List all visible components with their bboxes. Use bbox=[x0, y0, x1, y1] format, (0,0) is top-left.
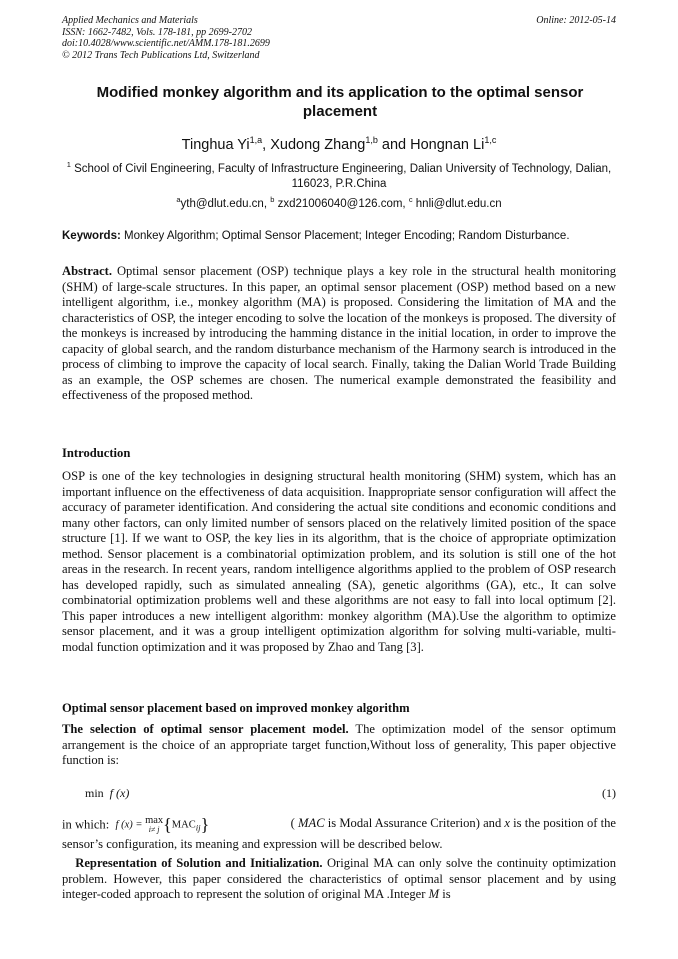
max-operator bbox=[145, 816, 163, 834]
email-link[interactable]: hnli@dlut.edu.cn bbox=[412, 197, 502, 210]
paper-title: Modified monkey algorithm and its application to the optimal sensor placement bbox=[96, 84, 584, 120]
author-affil-mark: 1,a bbox=[249, 135, 263, 145]
eq-min: min bbox=[85, 786, 104, 800]
affiliation-mark: 1 bbox=[66, 160, 71, 169]
keywords-label: Keywords: bbox=[62, 230, 121, 242]
position-desc: is the position of the bbox=[510, 816, 616, 830]
max-formula bbox=[116, 816, 210, 836]
abstract bbox=[62, 264, 616, 404]
representation-label: Representation of Solution and Initialization. bbox=[75, 856, 323, 870]
email-mark: a bbox=[176, 195, 181, 204]
max-text: max bbox=[145, 815, 164, 826]
mac-subscript: ij bbox=[195, 822, 201, 833]
journal-issn: ISSN: 1662-7482, Vols. 178-181, pp 2699-2702 bbox=[62, 26, 252, 38]
author-separator: and bbox=[377, 136, 411, 153]
eq-x: (x) bbox=[116, 786, 130, 800]
keywords-text: Monkey Algorithm; Optimal Sensor Placement; Integer Encoding; Random Disturbance. bbox=[120, 230, 570, 242]
journal-header bbox=[62, 15, 616, 61]
representation-text: Original MA can only solve the continuity optimization problem. However, this paper considered the characteristics of optimal sensor placement and by using integer-coded approach to represent the solution of original MA .Integer bbox=[62, 856, 616, 902]
in-which-line bbox=[62, 812, 616, 836]
abstract-text: Optimal sensor placement (OSP) technique plays a key role in the structural health monitoring (SHM) of large-scale structures. In this paper, an optimal sensor placement (OSP) method based on a new intelligent algorithm, i.e., monkey algorithm (MA) is proposed. Considering the limitation of MA and the characteristics of OSP, the integer encoding to solve the location of the monkeys is proposed. The diversity of the monkeys is increased by introducing the hamming distance in the initial location, in order to improve the capacity of global search, and the random disturbance mechanism of the Harmony search is introduced in the process of climbing to improve the capacity of local search. Finally, taking the Dalian World Trade Building as an example, the OSP schemes are chosen. The numerical example demonstrated the feasibility and effectiveness of the proposed method. bbox=[62, 264, 616, 403]
x-variable: x bbox=[504, 816, 510, 830]
affiliation bbox=[62, 157, 616, 192]
selection-text: The optimization model of the sensor optimum arrangement is the choice of an appropriate target function,Without loss of generality, This paper objective function is: bbox=[62, 722, 616, 768]
author-name: Hongnan Li bbox=[410, 136, 485, 153]
email-mark: b bbox=[270, 195, 275, 204]
journal-doi: doi:10.4028/www.scientific.net/AMM.178-181.2699 bbox=[62, 38, 270, 49]
online-date: Online: 2012-05-14 bbox=[536, 15, 616, 26]
criterion-text bbox=[291, 816, 616, 831]
right-brace: } bbox=[200, 814, 210, 835]
author-emails bbox=[62, 192, 616, 212]
author-affil-mark: 1,b bbox=[365, 135, 378, 145]
author-affil-mark: 1,c bbox=[484, 135, 497, 145]
selection-paragraph bbox=[62, 722, 616, 769]
equation-1 bbox=[85, 786, 129, 801]
equation-number: (1) bbox=[602, 786, 616, 800]
email-link[interactable]: zxd21006040@126.com, bbox=[274, 197, 409, 210]
author-list bbox=[62, 131, 616, 154]
section-heading-introduction: Introduction bbox=[62, 446, 131, 460]
mac-italic: MAC bbox=[298, 816, 325, 830]
introduction-paragraph: OSP is one of the key technologies in designing structural health monitoring (SHM) system, which has an important influence on the effectiveness of data acquisition. Inappropriate sensor configuration will affect the accuracy of parameter identification. And considering the actual site conditions and economic conditions and many other factors, can only limited number of sensors placed on the relatively limited position of the space structure [1]. If we want to OSP, the key lies in its algorithm, that is the choice of appropriate optimization method. Sensor placement is a combinatorial optimization problem, and its solution is still one of the hot areas in the research. In recent years, random intelligence algorithms applied to the problem of OSP research has developed rapidly, such as simulated annealing (SA), genetic algorithms (GA), etc., It can solve combinatorial optimization problems well and these algorithms are not easy to fall into local optimum [2]. This paper introduces a new intelligent algorithm: monkey algorithm (MA).Use the algorithm to optimize sensor placement, and it was a group intelligent optimization algorithm for solving multi-variable, multi-modal function optimization and it was proposed by Zhao and Tang [3]. bbox=[62, 469, 616, 655]
in-which-label bbox=[62, 816, 209, 836]
mac-term: MAC bbox=[171, 819, 196, 831]
representation-end: is bbox=[439, 887, 451, 902]
affiliation-text: School of Civil Engineering, Faculty of Infrastructure Engineering, Dalian University of Technology, Dalian, 116023, P.R.China bbox=[70, 162, 612, 190]
abstract-label: Abstract. bbox=[62, 264, 113, 278]
email-mark: c bbox=[408, 195, 413, 204]
representation-paragraph bbox=[62, 856, 616, 903]
email-link[interactable]: yth@dlut.edu.cn, bbox=[180, 197, 271, 210]
keywords bbox=[62, 229, 616, 244]
author-name: Tinghua Yi bbox=[181, 136, 250, 153]
selection-label: The selection of optimal sensor placement model. bbox=[62, 722, 349, 736]
section-heading-osp: Optimal sensor placement based on improved monkey algorithm bbox=[62, 701, 410, 715]
author-separator: , bbox=[262, 136, 271, 153]
sensor-config-line: sensor’s configuration, its meaning and expression will be described below. bbox=[62, 837, 443, 851]
eq-f: f bbox=[109, 786, 114, 800]
open-paren: ( bbox=[290, 816, 295, 830]
formula-x: (x) = bbox=[121, 819, 143, 831]
journal-copyright: © 2012 Trans Tech Publications Ltd, Switzerland bbox=[62, 49, 260, 61]
left-brace: { bbox=[163, 814, 172, 835]
in-which-text: in which: bbox=[62, 817, 110, 832]
journal-name: Applied Mechanics and Materials bbox=[62, 15, 198, 26]
formula-f: f bbox=[115, 819, 119, 831]
criterion-desc: is Modal Assurance Criterion) and bbox=[324, 816, 505, 830]
var-m: M bbox=[428, 887, 440, 902]
author-name: Xudong Zhang bbox=[270, 136, 366, 153]
max-subscript: i≠ j bbox=[148, 825, 160, 834]
